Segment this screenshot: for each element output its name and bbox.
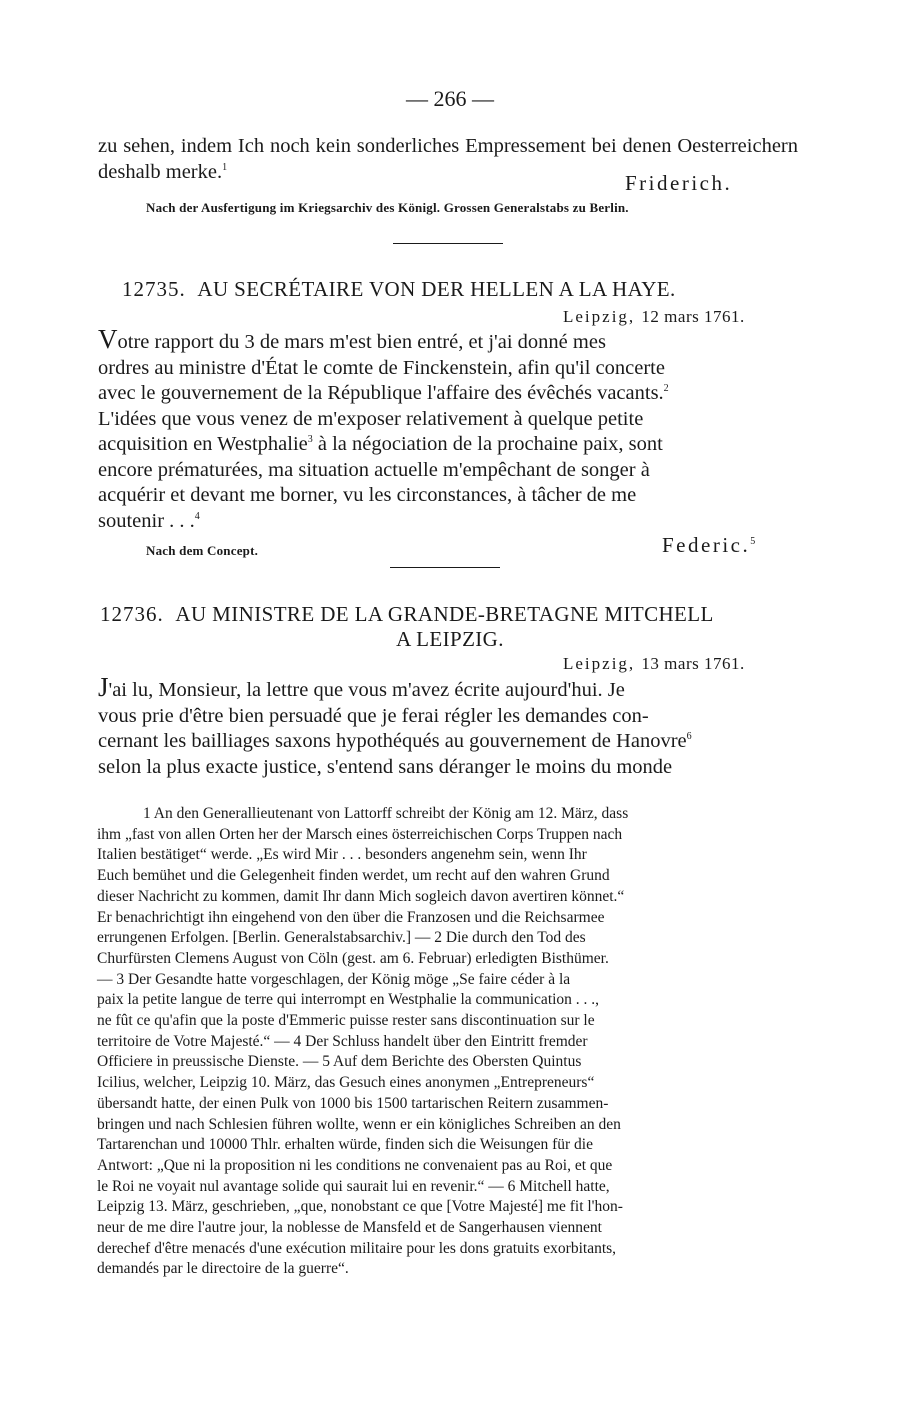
footnote-ref-4: 4 — [194, 510, 200, 522]
footnote-line: Er benachrichtigt ihn eingehend von den über die Franzosen und die Reichsarmee — [97, 908, 605, 926]
section-divider — [390, 567, 500, 568]
date: 12 mars 1761. — [641, 307, 745, 326]
footnote-ref-5: 5 — [750, 536, 756, 547]
footnote-line: neur de me dire l'autre jour, la noblesse de Mansfeld et de Sangerhausen viennent — [97, 1219, 602, 1237]
place: Leipzig, — [563, 307, 636, 326]
footnote-line: Tartarenchan und 10000 Thlr. erhalten würde, finden sich die Weisungen für die — [97, 1136, 593, 1154]
footnote-line: 1 An den Generallieutenant von Lattorff schreibt der König am 12. März, dass — [143, 805, 629, 822]
body-line: Votre rapport du 3 de mars m'est bien entré, et j'ai donné mes — [98, 324, 606, 354]
footnote-line: Antwort: „Que ni la proposition ni les conditions ne convenaient pas au Roi, et que — [97, 1156, 613, 1174]
letter-12735-heading — [122, 277, 676, 302]
footnote-line: errungenen Erfolgen. [Berlin. Generalstabsarchiv.] — 2 Die durch den Tod des — [97, 929, 586, 947]
body-line: ordres au ministre d'État le comte de Finckenstein, afin qu'il concerte — [98, 356, 665, 379]
footnote-line: territoire de Votre Majesté.“ — 4 Der Schluss handelt über den Eintritt fremder — [97, 1032, 588, 1050]
footnote-ref-2: 2 — [663, 383, 669, 395]
footnotes-block — [97, 804, 798, 1280]
place: Leipzig, — [563, 654, 636, 673]
letter-12736-heading — [100, 602, 714, 627]
footnote-line: Leipzig 13. März, geschrieben, „que, nonobstant ce que [Votre Majesté] me fit l'hon- — [97, 1198, 623, 1216]
body-line: cernant les bailliages saxons hypothéqués au gouvernement de Hanovre$^6$ — [98, 730, 692, 752]
footnote-line: Icilius, welcher, Leipzig 10. März, das Gesuch eines anonymen „Entrepreneurs“ — [97, 1074, 595, 1092]
date: 13 mars 1761. — [641, 654, 745, 673]
body-line: encore prématurées, ma situation actuelle m'empêchant de songer à — [98, 458, 650, 481]
body-line: vous prie d'être bien persuadé que je ferai régler les demandes con- — [98, 704, 649, 727]
footnote-line: — 3 Der Gesandte hatte vorgeschlagen, der König möge „Se faire céder à la — [97, 970, 571, 988]
signature-friderich: Friderich. — [625, 171, 733, 195]
footnote-line: ne fût ce qu'afin que la poste d'Emmeric puisse rester sans discontinuation sur le — [97, 1012, 595, 1030]
footnote-ref-3: 3 — [307, 434, 313, 446]
letter-12736-body — [98, 672, 798, 780]
body-line: acquérir et devant me borner, vu les circonstances, à tâcher de me — [98, 484, 637, 506]
footnote-line: demandés par le directoire de la guerre“. — [97, 1260, 349, 1278]
footnote-line: ihm „fast von allen Orten her der Marsch eines österreichischen Corps Truppen nach — [97, 825, 623, 843]
footnote-line: übersandt hatte, der einen Pulk von 1000 bis 1500 tartarischen Reitern zusammen- — [97, 1094, 609, 1112]
footnote-line: derechef d'être menacés d'une exécution militaire pour les dons gratuits exorbitants, — [97, 1239, 617, 1257]
body-line: selon la plus exacte justice, s'entend sans déranger le moins du monde — [98, 755, 673, 778]
footnote-line: Officiere in preussische Dienste. — 5 Auf dem Berichte des Obersten Quintus — [97, 1053, 582, 1071]
body-line: acquisition en Westphalie$^3$ à la négociation de la prochaine paix, sont — [98, 433, 663, 455]
footnote-line: Euch bemühet und die Gelegenheit finden werdet, um recht auf den wahren Grund — [97, 867, 610, 885]
source-note-concept: Nach dem Concept. — [146, 543, 259, 558]
letter-title: AU SECRÉTAIRE VON DER HELLEN A LA HAYE. — [197, 277, 676, 301]
footnote-line: paix la petite langue de terre qui interrompt en Westphalie la communication . . ., — [97, 991, 600, 1009]
footnote-line: dieser Nachricht zu kommen, damit Ihr dann Mich sogleich davon avertiren könnet.“ — [97, 887, 625, 905]
footnote-line: Churfürsten Clemens August von Cöln (gest. am 6. Februar) erledigten Bisthümer. — [97, 949, 609, 967]
letter-number: 12735. — [122, 277, 186, 301]
continuation-body: zu sehen, indem Ich noch kein sonderliches Empressement bei denen Oesterreichern deshalb merke. — [98, 135, 798, 183]
letter-12736-dateline — [563, 654, 745, 674]
source-note-ausfertigung: Nach der Ausfertigung im Kriegsarchiv des Königl. Grossen Generalstabs zu Berlin. — [146, 200, 629, 215]
footnote-line: le Roi ne voyait nul avantage solide qui saurait lui en revenir.“ — 6 Mitchell hatte, — [97, 1177, 610, 1195]
body-line: J'ai lu, Monsieur, la lettre que vous m'avez écrite aujourd'hui. Je — [98, 672, 625, 702]
letter-12735-dateline — [563, 307, 745, 327]
section-divider — [393, 243, 503, 244]
letter-title-line2: A LEIPZIG. — [396, 627, 504, 651]
body-line: avec le gouvernement de la République l'affaire des évêchés vacants.$^2$ — [98, 382, 669, 404]
letter-12735-body — [98, 324, 798, 534]
body-line: L'idées que vous venez de m'exposer relativement à quelque petite — [98, 407, 644, 430]
letter-title-line1: AU MINISTRE DE LA GRANDE-BRETAGNE MITCHELL — [175, 602, 714, 626]
footnote-ref-6: 6 — [686, 731, 692, 743]
line-1-rest: otre rapport du 3 de mars m'est bien entré, et j'ai donné mes — [117, 331, 606, 353]
body-line: soutenir . . .$^4$ — [98, 509, 200, 532]
signature-federic: Federic.$^5$ — [662, 533, 756, 557]
footnote-line: bringen und nach Schlesien führen wollte, wenn er ein königliches Schreiben an den — [97, 1115, 621, 1133]
footnote-ref-1: 1 — [222, 161, 228, 173]
footnote-line: Italien bestätiget“ werde. „Es wird Mir . . . besonders angenehm sein, wenn Ihr — [97, 846, 587, 864]
letter-number: 12736. — [100, 602, 164, 626]
page-number: — 266 — — [406, 86, 494, 111]
